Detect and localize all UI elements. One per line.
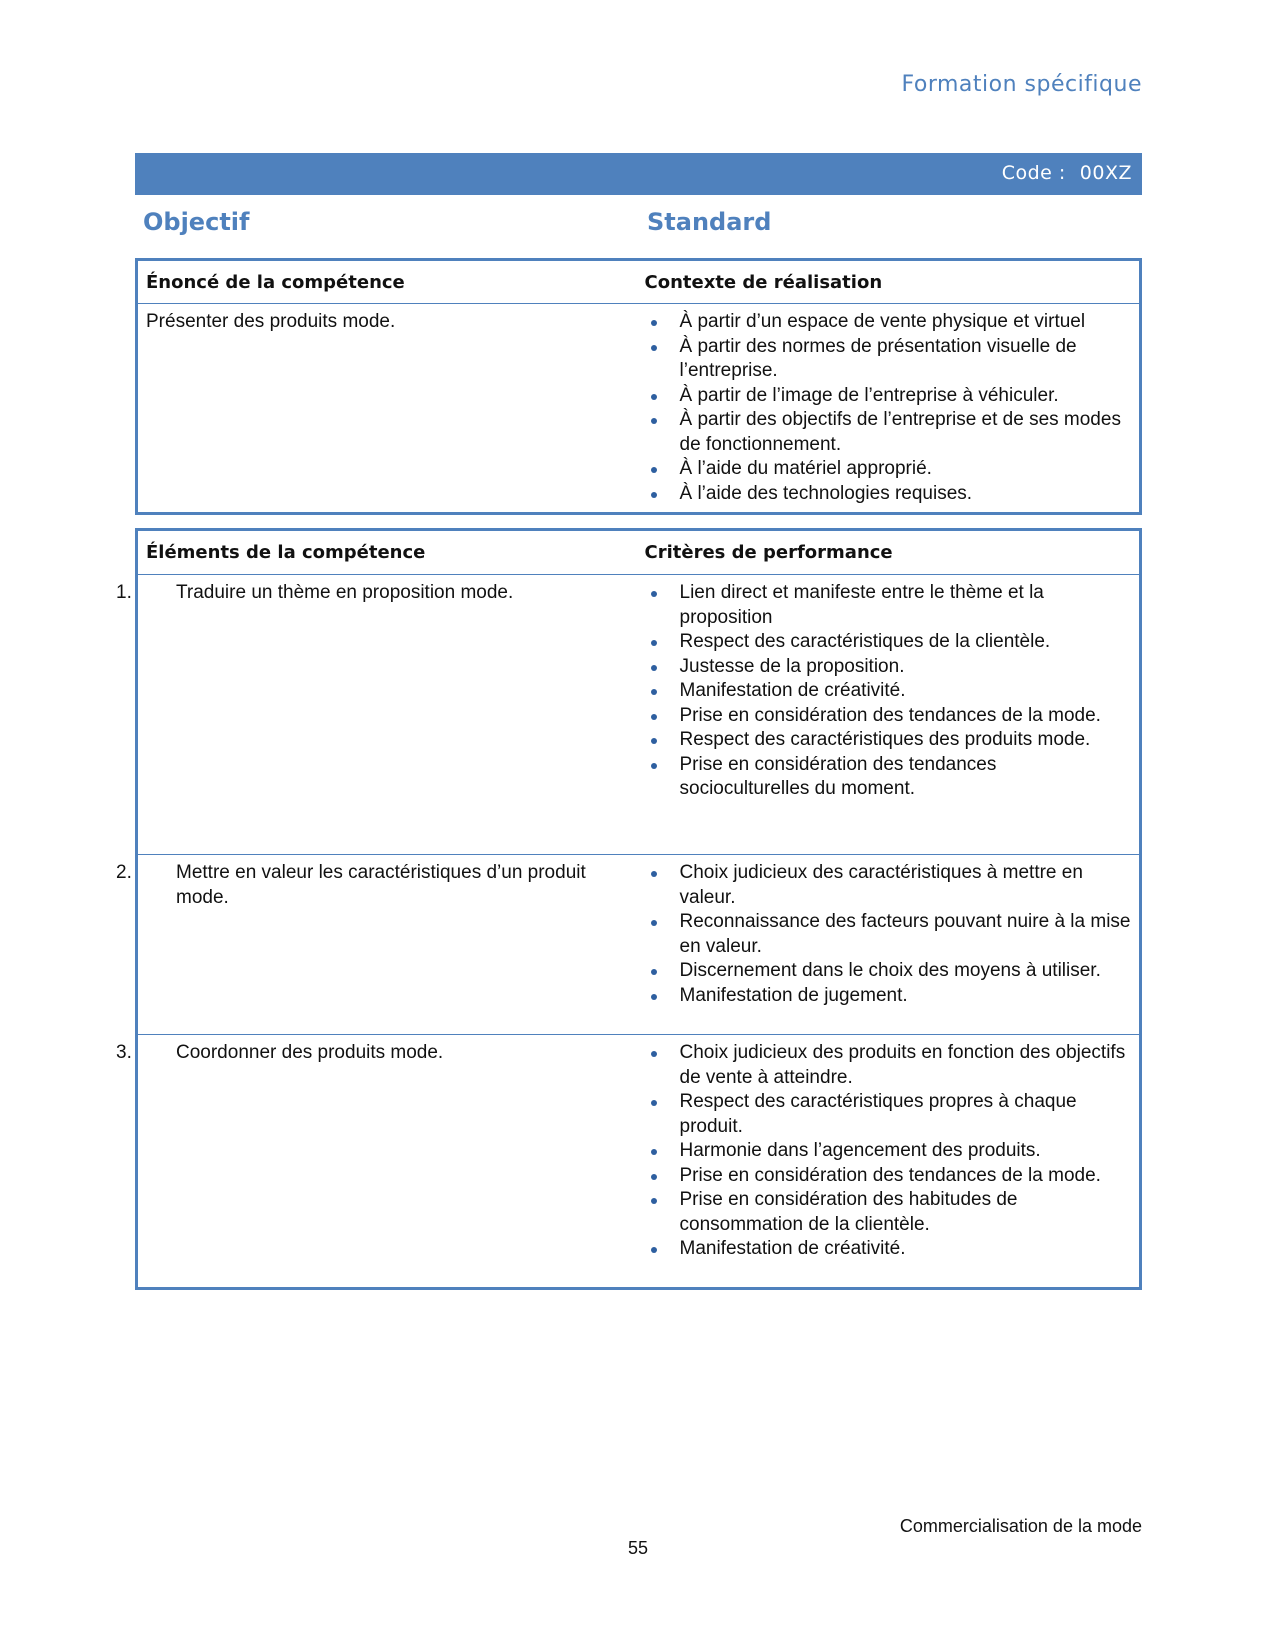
enonce-text: Présenter des produits mode.	[146, 311, 396, 332]
elements-table	[116, 528, 1142, 1290]
bullet-item: Manifestation de jugement.	[645, 984, 1132, 1009]
col-header-criteres: Critères de performance	[637, 530, 1141, 575]
table-row	[137, 855, 1141, 1035]
code-label: Code :	[1001, 162, 1066, 184]
element-text: Mettre en valeur les caractéristiques d’un produit mode.	[176, 862, 586, 908]
bullet-item: À partir d’un espace de vente physique et virtuel	[645, 310, 1132, 335]
bullet-item: Prise en considération des tendances de la mode.	[645, 1164, 1132, 1189]
competence-table	[135, 258, 1142, 515]
bullet-item: Choix judicieux des produits en fonction des objectifs de vente à atteindre.	[645, 1041, 1132, 1090]
element-number: 3.	[116, 1042, 132, 1063]
table-row	[137, 575, 1141, 855]
bullet-item: Prise en considération des tendances socioculturelles du moment.	[645, 753, 1132, 802]
section-standard: Standard	[647, 208, 772, 236]
code-banner	[135, 153, 1142, 195]
element-text: Coordonner des produits mode.	[176, 1042, 444, 1063]
section-objectif: Objectif	[143, 208, 250, 236]
bullet-item: À partir des objectifs de l’entreprise et de ses modes de fonctionnement.	[645, 408, 1132, 457]
bullet-item: Prise en considération des tendances de la mode.	[645, 704, 1132, 729]
bullet-item: Reconnaissance des facteurs pouvant nuire à la mise en valeur.	[645, 910, 1132, 959]
col-header-enonce: Énoncé de la compétence	[137, 260, 637, 304]
page-number: 55	[628, 1538, 649, 1558]
bullet-item: Choix judicieux des caractéristiques à mettre en valeur.	[645, 861, 1132, 910]
col-header-elements: Éléments de la compétence	[137, 530, 637, 575]
bullet-item: Lien direct et manifeste entre le thème et la proposition	[645, 581, 1132, 630]
bullet-item: Harmonie dans l’agencement des produits.	[645, 1139, 1132, 1164]
bullet-item: Manifestation de créativité.	[645, 1237, 1132, 1262]
bullet-item: Respect des caractéristiques de la clientèle.	[645, 630, 1132, 655]
element-number: 2.	[116, 862, 132, 883]
code-value: 00XZ	[1079, 162, 1132, 184]
criteres-list	[645, 581, 1132, 802]
element-number: 1.	[116, 582, 132, 603]
col-header-contexte: Contexte de réalisation	[637, 260, 1141, 304]
bullet-item: Respect des caractéristiques propres à chaque produit.	[645, 1090, 1132, 1139]
bullet-item: À l’aide des technologies requises.	[645, 482, 1132, 507]
bullet-item: À l’aide du matériel approprié.	[645, 457, 1132, 482]
contexte-list	[645, 310, 1132, 506]
bullet-item: À partir de l’image de l’entreprise à véhiculer.	[645, 384, 1132, 409]
bullet-item: Manifestation de créativité.	[645, 679, 1132, 704]
element-text: Traduire un thème en proposition mode.	[176, 582, 514, 603]
footer-title: Commercialisation de la mode	[899, 1516, 1142, 1536]
bullet-item: À partir des normes de présentation visuelle de l’entreprise.	[645, 335, 1132, 384]
bullet-item: Prise en considération des habitudes de consommation de la clientèle.	[645, 1188, 1132, 1237]
bullet-item: Discernement dans le choix des moyens à utiliser.	[645, 959, 1132, 984]
criteres-list	[645, 861, 1132, 1008]
bullet-item: Respect des caractéristiques des produits mode.	[645, 728, 1132, 753]
document-header-title: Formation spécifique	[901, 72, 1142, 97]
criteres-list	[645, 1041, 1132, 1262]
bullet-item: Justesse de la proposition.	[645, 655, 1132, 680]
table-row	[137, 1035, 1141, 1289]
